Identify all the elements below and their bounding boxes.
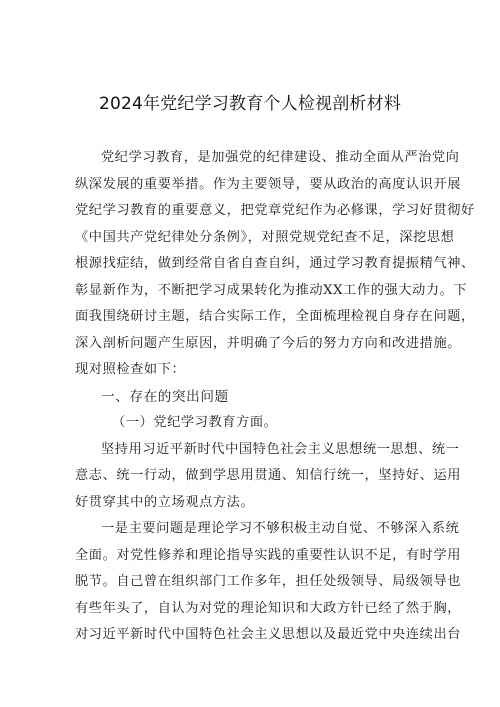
paragraph-line: 坚持用习近平新时代中国特色社会主义思想统一思想、统一: [101, 441, 460, 457]
subsection-heading: （一）党纪学习教育方面。: [112, 415, 278, 430]
paragraph-line: 根源找症结，做到经常自省自查自纠，通过学习教育提振精气神、: [75, 256, 475, 271]
document-title: 2024年党纪学习教育个人检视剖析材料: [98, 94, 402, 114]
paragraph-line: 党纪学习教育的重要意义，把党章党纪作为必修课，学习好贯彻好: [75, 203, 475, 218]
paragraph-line: 好贯穿其中的立场观点方法。: [75, 494, 255, 510]
section-heading: 一、存在的突出问题: [101, 388, 229, 405]
paragraph-line: 对习近平新时代中国特色社会主义思想以及最近党中央连续出台: [75, 627, 462, 642]
paragraph-line: 现对照检查如下：: [75, 362, 186, 377]
paragraph-line: 党纪学习教育，是加强党的纪律建设、推动全面从严治党向: [101, 150, 460, 165]
paragraph-line: 深入剖析问题产生原因，并明确了今后的努力方向和改进措施。: [75, 335, 462, 351]
paragraph-line: 纵深发展的重要举措。作为主要领导，要从政治的高度认识开展: [75, 176, 462, 192]
paragraph-line: 彰显新作为，不断把学习成果转化为推动XX工作的强大动力。下: [75, 282, 468, 298]
paragraph-line: 全面。对党性修养和理论指导实践的重要性认识不足，有时学用: [75, 547, 462, 563]
paragraph-line: 脱节。自己曾在组织部门工作多年，担任处级领导、局级领导也: [75, 574, 462, 589]
paragraph-line: 意志、统一行动，做到学思用贯通、知信行统一，坚持好、运用: [75, 468, 462, 483]
paragraph-line: 《中国共产党纪律处分条例》，对照党规党纪查不足，深挖思想: [75, 229, 455, 245]
document-body: [75, 145, 475, 649]
paragraph-line: 有些年头了，自认为对党的理论知识和大政方针已经了然于胸，: [75, 600, 462, 616]
paragraph-line: 面我围绕研讨主题，结合实际工作，全面梳理检视自身存在问题，: [75, 309, 475, 324]
paragraph-line: 一是主要问题是理论学习不够积极主动自觉、不够深入系统: [101, 521, 460, 536]
